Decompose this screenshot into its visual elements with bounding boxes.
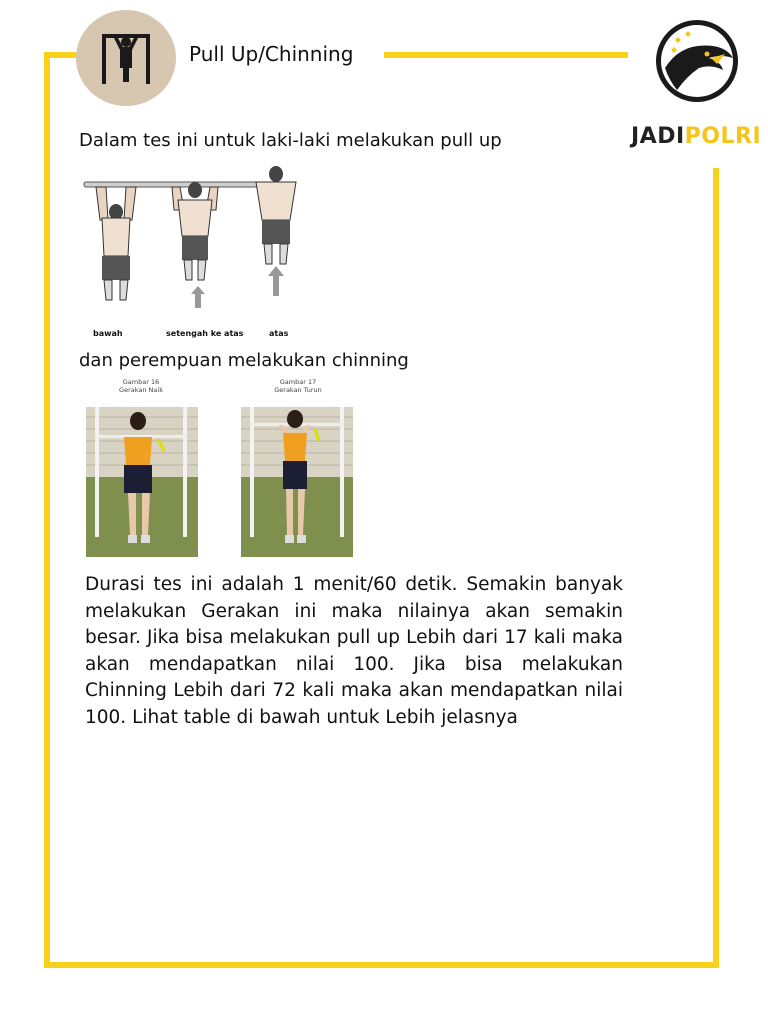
frame-left <box>44 52 50 968</box>
pull-up-illustration <box>78 160 318 345</box>
pull-up-icon <box>76 10 176 106</box>
figure-setengah <box>172 182 218 308</box>
frame-bottom <box>44 962 719 968</box>
eagle-emblem-icon <box>651 18 743 104</box>
logo-text-jadi: JADI <box>631 124 685 149</box>
chinning-photo-up <box>86 407 198 557</box>
logo-text-polri: POLRI <box>684 124 762 149</box>
pullup-label-atas: atas <box>269 329 289 338</box>
intro-men-text: Dalam tes ini untuk laki-laki melakukan pull up <box>79 130 502 151</box>
photo-caption-1-line2: Gerakan Naik <box>119 386 163 394</box>
photo-caption-2 <box>253 378 343 394</box>
pullup-label-setengah: setengah ke atas <box>166 329 244 338</box>
intro-women-text: dan perempuan melakukan chinning <box>79 350 409 371</box>
figure-atas <box>256 166 296 296</box>
photo-caption-1 <box>96 378 186 394</box>
test-description: Durasi tes ini adalah 1 menit/60 detik. Semakin banyak melakukan Gerakan ini maka nilainya akan semakin besar. Jika bisa melakukan pull up Lebih dari 17 kali maka akan mendapatkan nilai 100. Jika bisa melakukan Chinning Lebih dari 72 kali maka akan mendapatkan nilai 100. Lihat table di bawah untuk Lebih jelasnya <box>85 574 623 728</box>
frame-right <box>713 168 719 968</box>
photo-caption-1-line1: Gambar 16 <box>122 378 160 386</box>
chinning-photo-down <box>241 407 353 557</box>
frame-top-right <box>384 52 628 58</box>
figure-bawah <box>96 187 136 300</box>
pullup-label-bawah: bawah <box>93 329 123 338</box>
logo-wordmark <box>631 124 761 149</box>
photo-caption-2-line1: Gambar 17 <box>279 378 317 386</box>
page-title: Pull Up/Chinning <box>189 42 354 66</box>
photo-caption-2-line2: Gerakan Turun <box>274 386 322 394</box>
